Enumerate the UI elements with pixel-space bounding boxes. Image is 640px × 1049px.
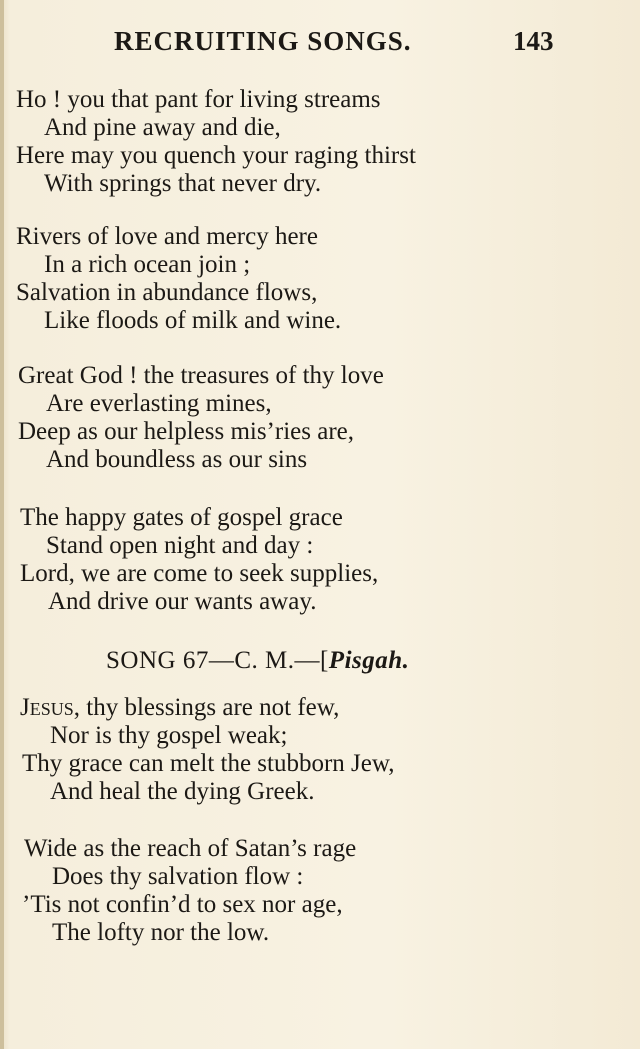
verse-line: Like floods of milk and wine. [44,307,342,334]
verse-line: And pine away and die, [44,114,281,141]
verse-line: Rivers of love and mercy here [16,223,318,250]
first-word: Jesus [20,694,74,721]
verse-line: And drive our wants away. [48,588,317,615]
verse-line: Great God ! the treasures of thy love [18,362,384,389]
verse-line: Here may you quench your raging thirst [16,142,416,169]
verse-line-rest: , thy blessings are not few, [73,694,340,721]
verse-line: Stand open night and day : [46,532,314,559]
verse-line: With springs that never dry. [44,170,322,197]
verse-line: In a rich ocean join ; [44,251,251,278]
song-heading [106,647,409,675]
verse-line: The happy gates of gospel grace [20,504,343,531]
verse-line: The lofty nor the low. [52,919,270,946]
verse-line: And boundless as our sins [46,446,308,473]
verse-line: Does thy salvation flow : [52,863,304,890]
verse-line: And heal the dying Greek. [50,778,315,805]
verse-line: Nor is thy gospel weak; [50,722,288,749]
running-title: RECRUITING SONGS. [114,26,412,56]
verse-line: Are everlasting mines, [46,390,272,417]
page-header [0,24,640,64]
song-number-meter: SONG 67—C. M.—[ [106,647,329,674]
verse-line: Salvation in abundance flows, [16,279,318,306]
verse-line: Thy grace can melt the stubborn Jew, [22,750,395,777]
page-binding-edge [0,0,4,1049]
verse-line [20,694,339,722]
page-number: 143 [513,26,554,56]
verse-line: Wide as the reach of Satan’s rage [24,835,357,862]
verse-line: Ho ! you that pant for living streams [16,86,381,113]
tune-name: Pisgah. [328,647,410,674]
verse-line: Lord, we are come to seek supplies, [20,560,379,587]
verse-line: ’Tis not confin’d to sex nor age, [22,891,343,918]
verse-line: Deep as our helpless mis’ries are, [18,418,354,445]
